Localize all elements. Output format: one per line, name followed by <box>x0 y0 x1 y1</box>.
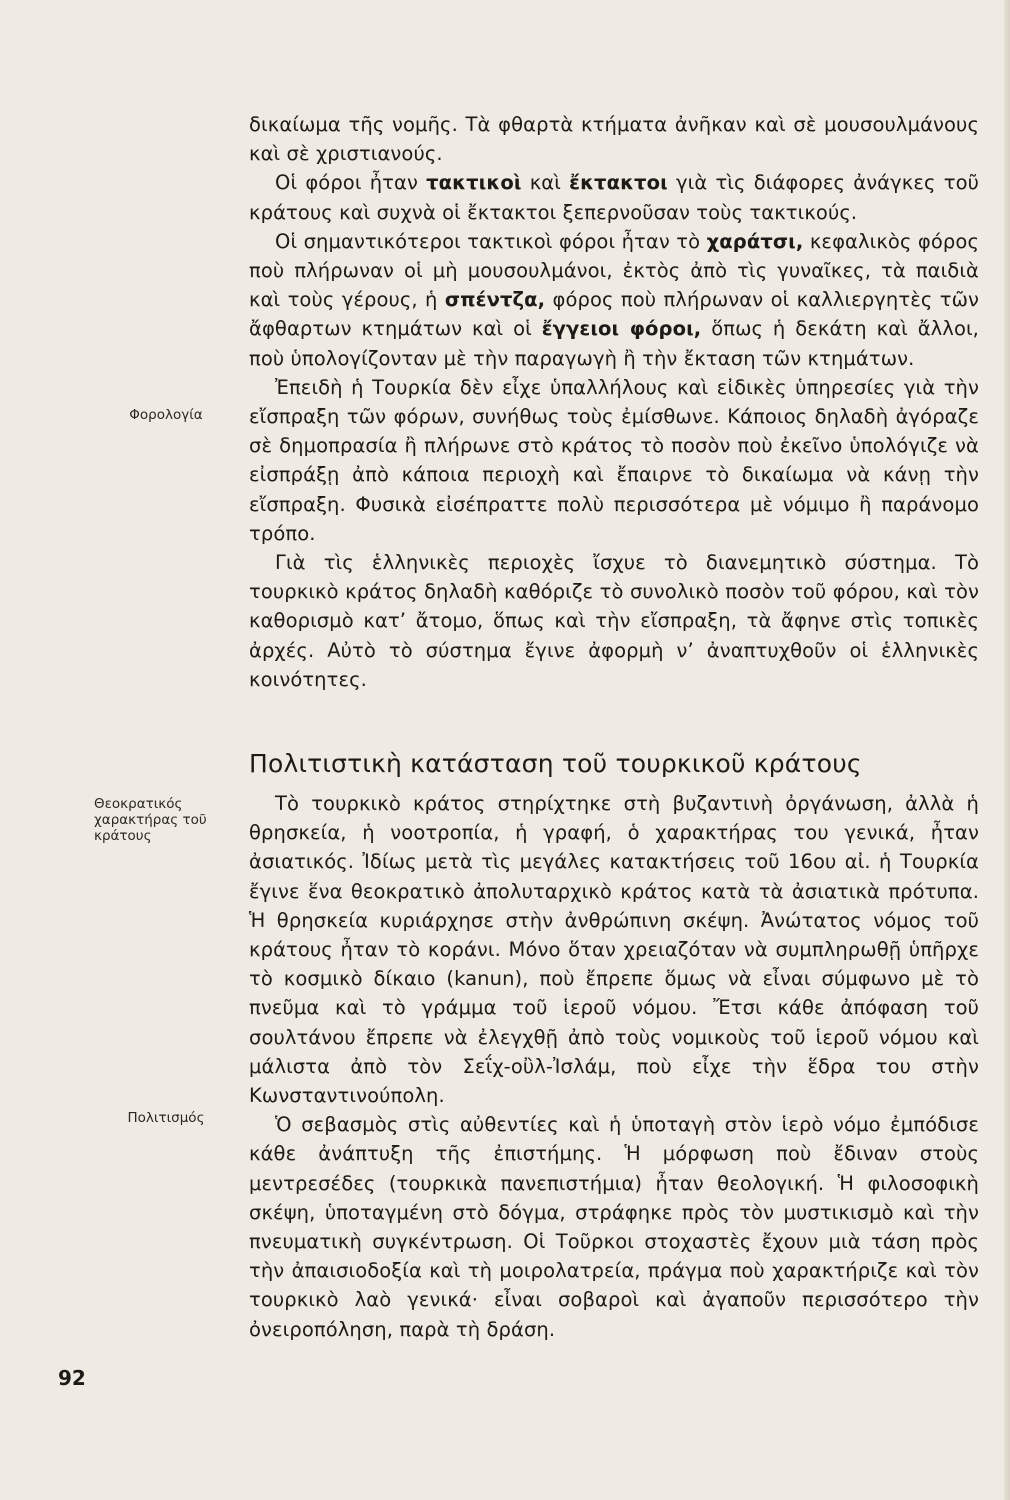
page-number: 92 <box>58 1366 86 1390</box>
term-land-taxes: ἔγγειοι φόροι, <box>541 317 702 341</box>
term-haratsi: χαράτσι, <box>706 229 804 253</box>
term-regular: τακτικοὶ <box>426 171 522 195</box>
term-extraordinary: ἔκτακτοι <box>569 171 668 195</box>
margin-note-culture: Πολιτισμός <box>127 1110 205 1126</box>
margin-note-theocratic: Θεοκρατικός χαρακτήρας τοῦ κράτους <box>94 796 207 844</box>
paragraph-theocratic-state: Τὸ τουρκικὸ κράτος στηρίχτηκε στὴ βυζαντινὴ ὀργάνωση, ἀλλὰ ἡ θρησκεία, ἡ νοοτροπία, ἡ γραφή, ὁ χαρακτήρας του γενικά, ἦταν ἀσιατικός. Ἰδίως μετὰ τὶς μεγάλες κατακτήσεις τοῦ 16ου αἰ. ἡ Τουρκία ἔγινε ἕνα θεοκρατικὸ ἀπολυταρχικὸ κράτος κατὰ τὰ ἀσιατικὰ πρότυπα. Ἡ θρησκεία κυριάρχησε στὴν ἀνθρώπινη σκέψη. Ἀνώτατος νόμος τοῦ κράτους ἦταν τὸ κοράνι. Μόνο ὅταν χρειαζόταν νὰ συμπληρωθῇ ὑπῆρχε τὸ κοσμικὸ δίκαιο (kanun), ποὺ ἔπρεπε ὅμως νὰ εἶναι σύμφωνο μὲ τὸ πνεῦμα καὶ τὸ γράμμα τοῦ ἱεροῦ νόμου. Ἔτσι κάθε ἀπόφαση τοῦ σουλτάνου ἔπρεπε νὰ ἐλεγχθῇ ἀπὸ τοὺς νομικοὺς τοῦ ἱεροῦ νόμου καὶ μάλιστα ἀπὸ τὸν Σεΐχ-οὒλ-Ἰσλάμ, ποὺ εἶχε τὴν ἕδρα του στὴν Κωνσταντινούπολη. <box>249 792 979 1108</box>
paragraph-distribution-system: Γιὰ τὶς ἑλληνικὲς περιοχὲς ἴσχυε τὸ διανεμητικὸ σύστημα. Τὸ τουρκικὸ κράτος δηλαδὴ καθόριζε τὸ συνολικὸ ποσὸν τοῦ φόρου, καὶ τὸν καθορισμὸ κατ’ ἄτομο, ὅπως καὶ τὴν εἴσπραξη, τὰ ἄφηνε στὶς τοπικὲς ἀρχές. Αὐτὸ τὸ σύστημα ἔγινε ἀφορμὴ ν’ ἀναπτυχθοῦν οἱ ἑλληνικὲς κοινότητες. <box>249 551 979 691</box>
paragraph-culture: Ὁ σεβασμὸς στὶς αὐθεντίες καὶ ἡ ὑποταγὴ στὸν ἱερὸ νόμο ἐμπόδισε κάθε ἀνάπτυξη τῆς ἐπιστήμης. Ἡ μόρφωση ποὺ ἔδιναν στοὺς μεντρεσέδες (τουρκικὰ πανεπιστήμια) ἦταν θεολογική. Ἡ φιλοσοφικὴ σκέψη, ὑποταγμένη στὸ δόγμα, στράφηκε πρὸς τὸν μυστικισμὸ καὶ τὴν πνευματικὴ συγκέντρωση. Οἱ Τοῦρκοι στοχαστὲς ἔχουν μιὰ τάση πρὸς τὴν ἀπαισιοδοξία καὶ τὴ μοιρολατρεία, πράγμα ποὺ χαρακτήριζε καὶ τὸν τουρκικὸ λαὸ γενικά· εἶναι σοβαροὶ καὶ ἀγαποῦν περισσότερο τὴν ὀνειροπόληση, παρὰ τὴ δράση. <box>249 1113 979 1341</box>
section-top-text <box>249 110 979 694</box>
paragraph-ownership: δικαίωμα τῆς νομῆς. Τὰ φθαρτὰ κτήματα ἀνῆκαν καὶ σὲ μουσουλμάνους καὶ σὲ χριστιανούς. <box>249 113 979 166</box>
page-edge <box>1004 0 1010 1500</box>
section-bottom-text <box>249 789 979 1344</box>
term-spentza: σπέντζα, <box>444 288 546 312</box>
section-heading: Πολιτιστικὴ κατάσταση τοῦ τουρκικοῦ κράτους <box>249 749 862 778</box>
paragraph-main-taxes: Οἱ σημαντικότεροι τακτικοὶ φόροι ἦταν τὸ χαράτσι, κεφαλικὸς φόρος ποὺ πλήρωναν οἱ μὴ μουσουλμάνοι, ἐκτὸς ἀπὸ τὶς γυναῖκες, τὰ παιδιὰ καὶ τοὺς γέρους, ἡ σπέντζα, φόρος ποὺ πλήρωναν οἱ καλλιεργητὲς τῶν ἄφθαρτων κτημάτων καὶ οἱ ἔγγειοι φόροι, ὅπως ἡ δεκάτη καὶ ἄλλοι, ποὺ ὑπολογίζονταν μὲ τὴν παραγωγὴ ἢ τὴν ἔκταση τῶν κτημάτων. <box>249 229 979 370</box>
paragraph-tax-farming: Ἐπειδὴ ἡ Τουρκία δὲν εἶχε ὑπαλλήλους καὶ εἰδικὲς ὑπηρεσίες γιὰ τὴν εἴσπραξη τῶν φόρων, συνήθως τοὺς ἐμίσθωνε. Κάποιος δηλαδὴ ἀγόραζε σὲ δημοπρασία ἢ πλήρωνε στὸ κράτος τὸ ποσὸν ποὺ ἐκεῖνο ὑπολόγιζε νὰ εἰσπράξῃ ἀπὸ κάποια περιοχὴ καὶ ἔπαιρνε τὸ δικαίωμα νὰ κάνῃ τὴν εἴσπραξη. Φυσικὰ εἰσέπραττε πολὺ περισσότερα μὲ νόμιμο ἢ παράνομο τρόπο. <box>249 375 979 545</box>
paragraph-taxes: Οἱ φόροι ἦταν τακτικοὶ καὶ ἔκτακτοι γιὰ τὶς διάφορες ἀνάγκες τοῦ κράτους καὶ συχνὰ οἱ ἔκτακτοι ξεπερνοῦσαν τοὺς τακτικούς. <box>249 171 979 224</box>
margin-note-taxation: Φορολογία <box>129 407 203 423</box>
